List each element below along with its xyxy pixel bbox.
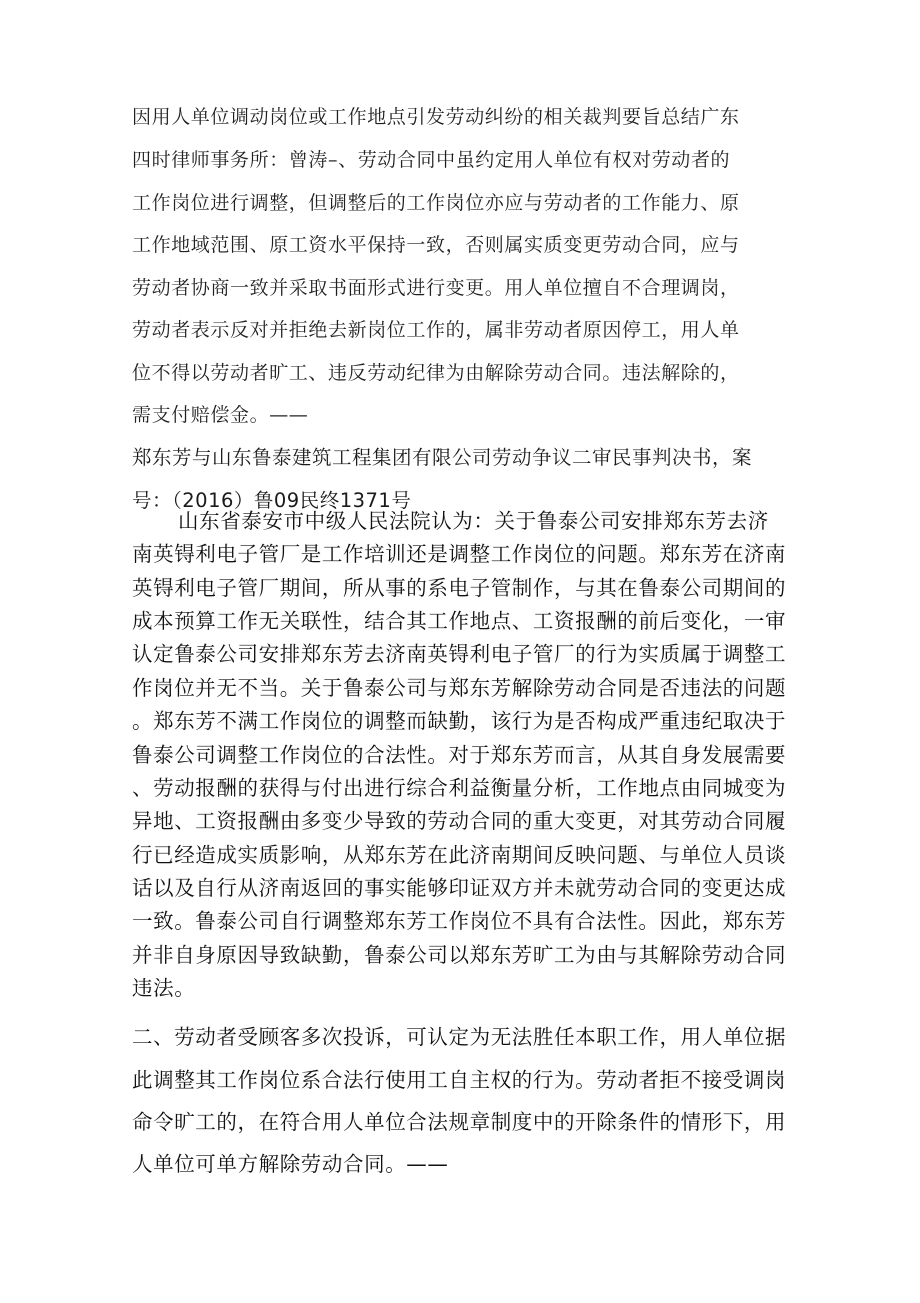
text-line: 二、劳动者受顾客多次投诉，可认定为无法胜任本职工作，用人单位据 bbox=[132, 1025, 787, 1049]
text-line: 。郑东芳不满工作岗位的调整而缺勤，该行为是否构成严重违纪取决于 bbox=[132, 709, 787, 733]
text-line: 郑东芳与山东鲁泰建筑工程集团有限公司劳动争议二审民事判决书，案 bbox=[132, 446, 753, 469]
text-line: 位不得以劳动者旷工、违反劳动纪律为由解除劳动合同。违法解除的， bbox=[132, 362, 740, 384]
text-line: 话以及自行从济南返回的事实能够印证双方并未就劳动合同的变更达成 bbox=[132, 876, 787, 900]
text-line: 作岗位并无不当。关于鲁泰公司与郑东芳解除劳动合同是否违法的问题 bbox=[132, 676, 787, 700]
text-line: 命令旷工的，在符合用人单位合法规章制度中的开除条件的情形下，用 bbox=[132, 1110, 787, 1134]
text-line: 英锝利电子管厂期间，所从事的系电子管制作，与其在鲁泰公司期间的 bbox=[132, 576, 787, 600]
text-line: 因用人单位调动岗位或工作地点引发劳动纠纷的相关裁判要旨总结广东 bbox=[132, 106, 740, 128]
text-line: 工作岗位进行调整，但调整后的工作岗位亦应与劳动者的工作能力、原 bbox=[132, 192, 740, 214]
text-line: 号：（2016）鲁09民终1371号 bbox=[132, 489, 412, 512]
text-line: 山东省泰安市中级人民法院认为：关于鲁泰公司安排郑东芳去济 bbox=[178, 509, 769, 533]
text-line: 劳动者协商一致并采取书面形式进行变更。用人单位擅自不合理调岗， bbox=[132, 277, 740, 299]
text-line: 需支付赔偿金。—— bbox=[132, 404, 309, 426]
text-line: 行已经造成实质影响，从郑东芳在此济南期间反映问题、与单位人员谈 bbox=[132, 843, 787, 867]
text-line: 成本预算工作无关联性，结合其工作地点、工资报酬的前后变化，一审 bbox=[132, 609, 787, 633]
text-line: 此调整其工作岗位系合法行使用工自主权的行为。劳动者拒不接受调岗 bbox=[132, 1068, 787, 1092]
text-line: 认定鲁泰公司安排郑东芳去济南英锝利电子管厂的行为实质属于调整工 bbox=[132, 642, 787, 666]
text-line: 劳动者表示反对并拒绝去新岗位工作的，属非劳动者原因停工，用人单 bbox=[132, 319, 740, 341]
text-line: 鲁泰公司调整工作岗位的合法性。对于郑东芳而言，从其自身发展需要 bbox=[132, 743, 787, 767]
text-line: 南英锝利电子管厂是工作培训还是调整工作岗位的问题。郑东芳在济南 bbox=[132, 542, 787, 566]
text-line: 、劳动报酬的获得与付出进行综合利益衡量分析，工作地点由同城变为 bbox=[132, 776, 787, 800]
text-line: 违法。 bbox=[132, 976, 196, 1000]
text-line: 人单位可单方解除劳动合同。—— bbox=[132, 1152, 449, 1176]
text-line: 异地、工资报酬由多变少导致的劳动合同的重大变更，对其劳动合同履 bbox=[132, 809, 787, 833]
text-line: 并非自身原因导致缺勤，鲁泰公司以郑东芳旷工为由与其解除劳动合同 bbox=[132, 943, 787, 967]
text-line: 一致。鲁泰公司自行调整郑东芳工作岗位不具有合法性。因此，郑东芳 bbox=[132, 909, 787, 933]
text-line: 四时律师事务所：曾涛–、劳动合同中虽约定用人单位有权对劳动者的 bbox=[132, 149, 731, 171]
text-line: 工作地域范围、原工资水平保持一致，否则属实质变更劳动合同，应与 bbox=[132, 234, 740, 256]
